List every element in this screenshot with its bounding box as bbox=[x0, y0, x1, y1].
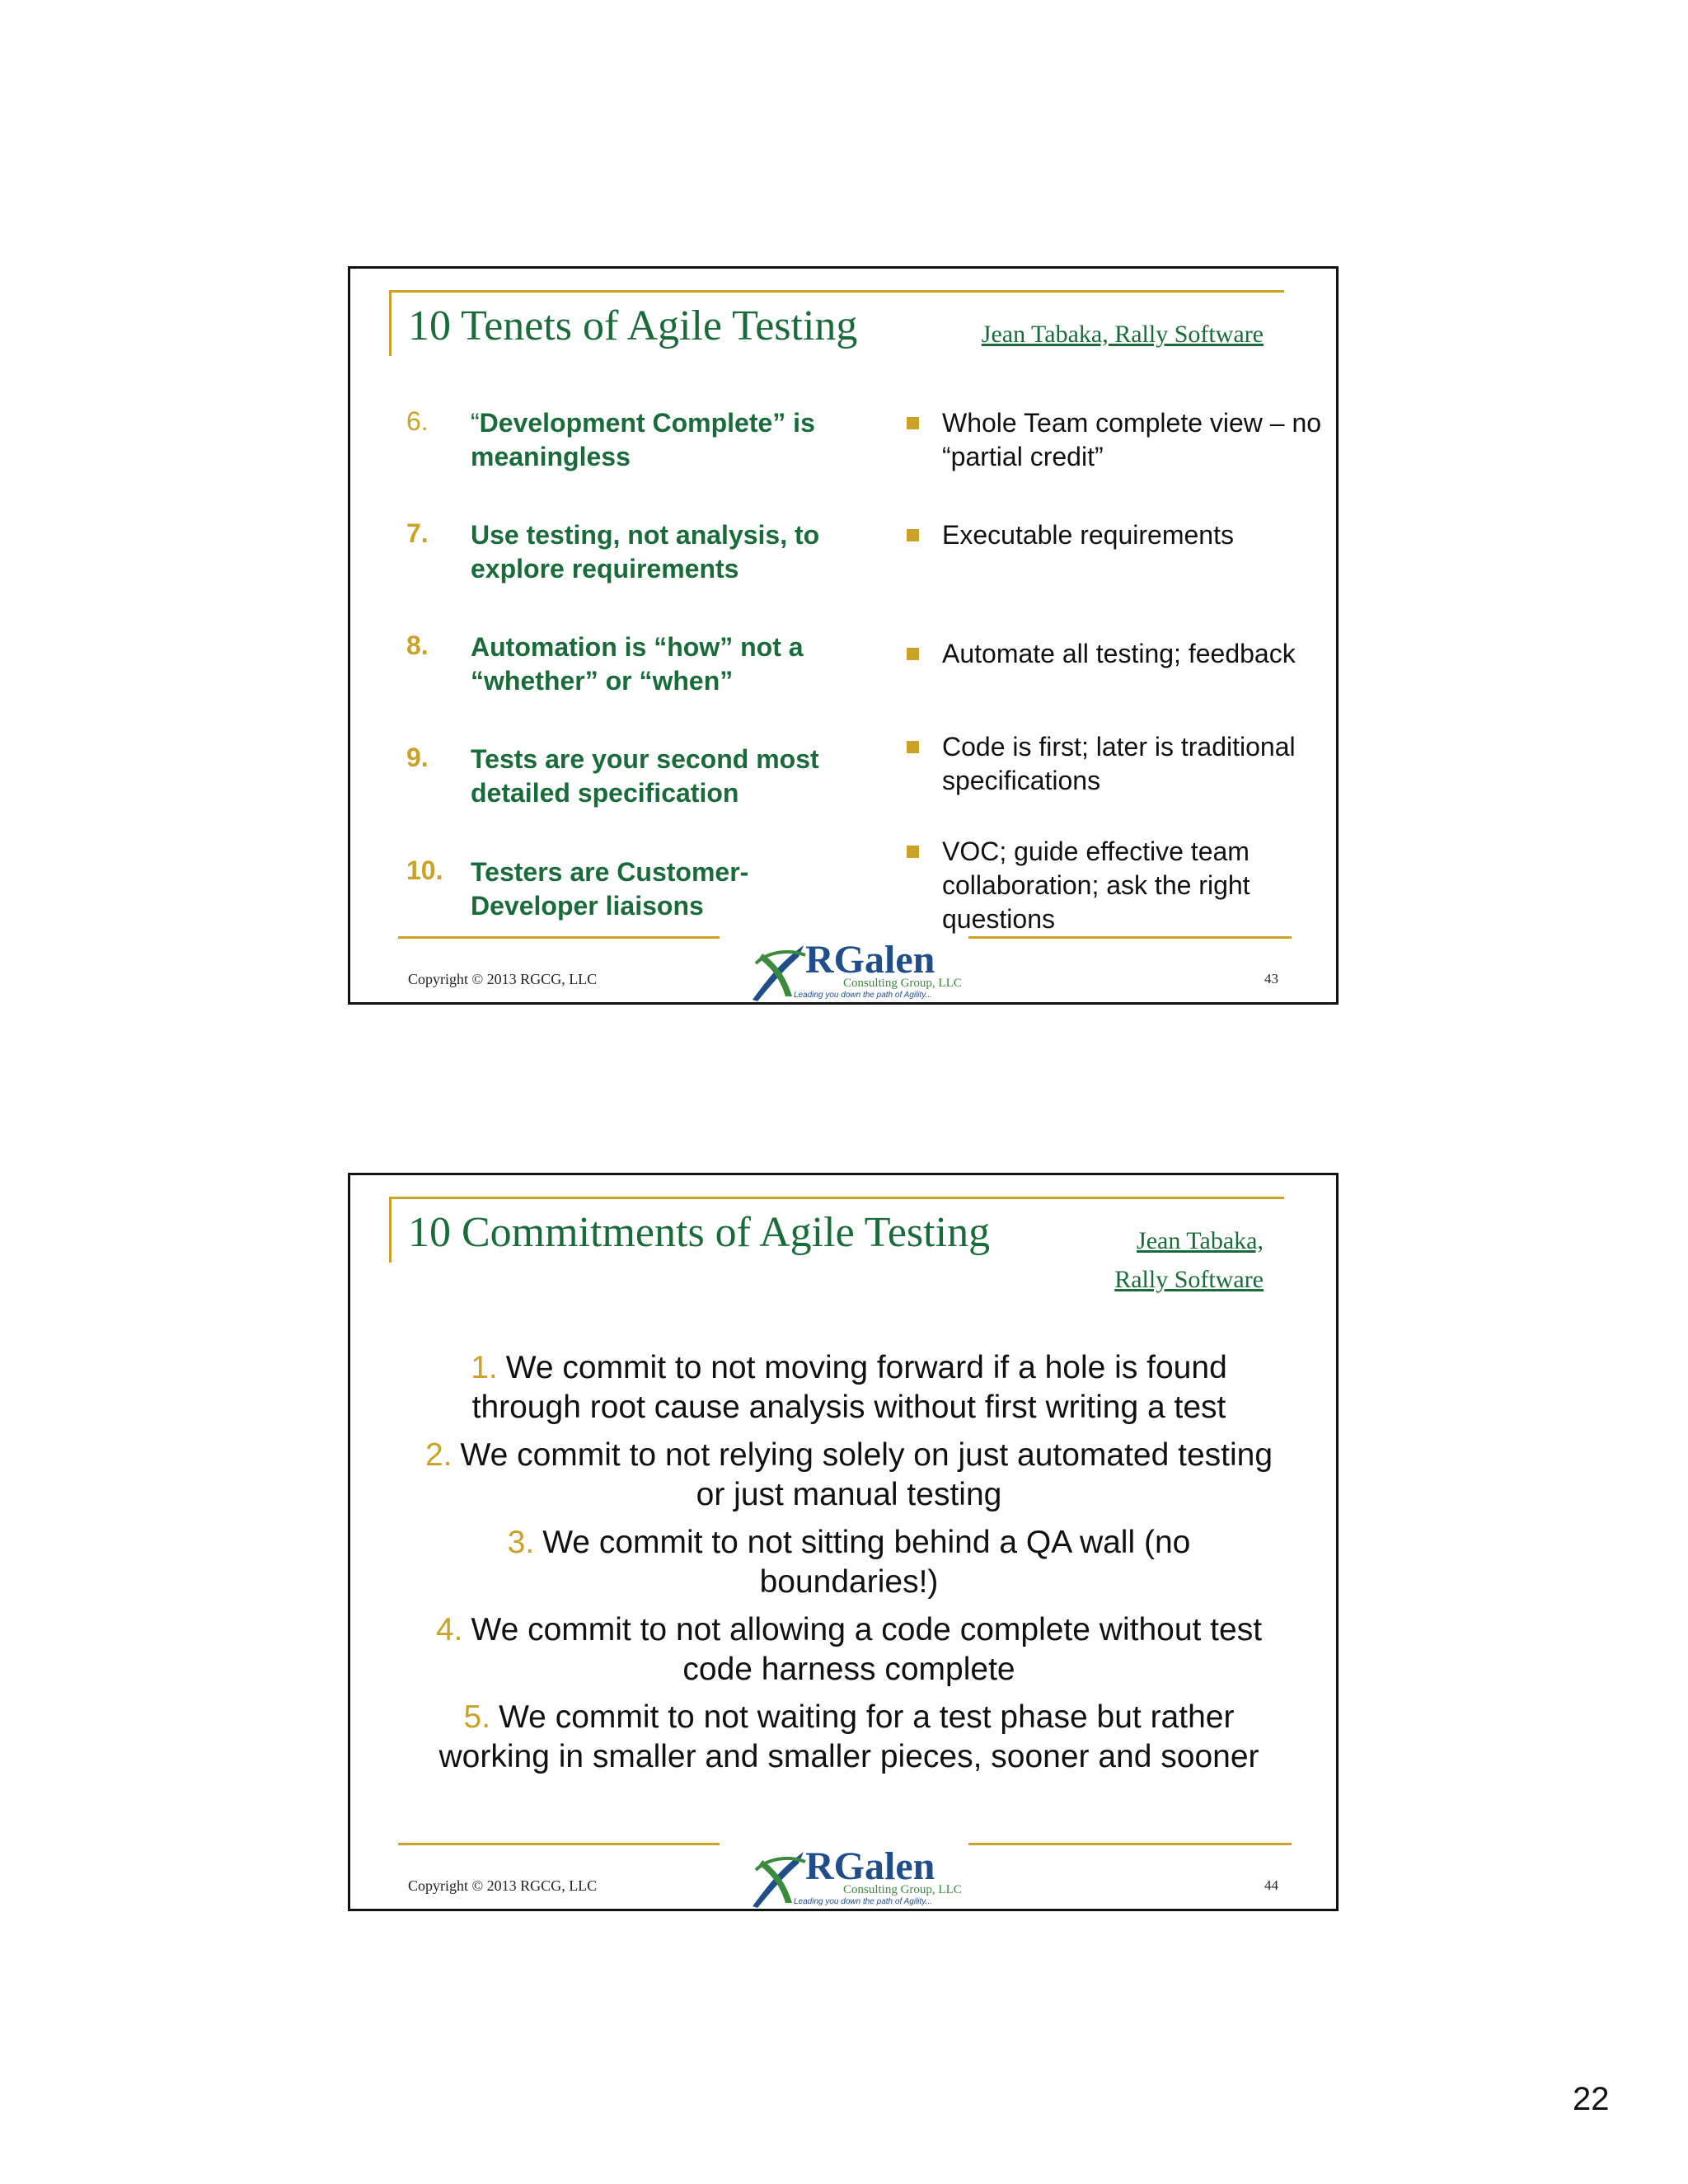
logo-name: RGalen bbox=[805, 938, 935, 982]
commit-number: 1. bbox=[471, 1350, 498, 1385]
commit-number: 4. bbox=[435, 1612, 463, 1647]
rgalen-logo bbox=[746, 1844, 962, 1911]
bullet-icon bbox=[907, 741, 919, 753]
tenet-note: Automate all testing; feedback bbox=[942, 639, 1296, 668]
tenet-number: 6. bbox=[406, 406, 429, 436]
copyright: Copyright © 2013 RGCG, LLC bbox=[408, 1877, 598, 1894]
title-rule bbox=[389, 1197, 1284, 1199]
attribution-text: Jean Tabaka, Rally Software bbox=[981, 321, 1264, 348]
attribution-line: Rally Software bbox=[1114, 1266, 1264, 1293]
attribution-line: Jean Tabaka, bbox=[1137, 1227, 1264, 1254]
commit-number: 2. bbox=[424, 1437, 452, 1473]
bullet-icon bbox=[907, 529, 919, 541]
commit-number: 3. bbox=[507, 1525, 535, 1560]
footer-rule bbox=[968, 936, 1292, 939]
list-item bbox=[424, 1610, 1273, 1690]
tenet-number: 10. bbox=[406, 855, 443, 885]
title-rule-vertical bbox=[389, 1197, 392, 1263]
tenet-note: Executable requirements bbox=[942, 520, 1234, 550]
rgalen-logo bbox=[746, 938, 962, 1005]
tenet-note: VOC; guide effective team collaboration; ask the right questions bbox=[942, 837, 1250, 934]
commitments-list bbox=[424, 1348, 1273, 1785]
list-item bbox=[424, 1436, 1273, 1515]
attribution bbox=[1114, 1221, 1264, 1299]
footer-rule bbox=[968, 1843, 1292, 1845]
copyright: Copyright © 2013 RGCG, LLC bbox=[408, 971, 598, 987]
commit-text: We commit to not relying solely on just automated testing or just manual testing bbox=[460, 1437, 1273, 1512]
tenet-number: 8. bbox=[406, 630, 429, 660]
commit-text: We commit to not sitting behind a QA wall (no boundaries!) bbox=[542, 1525, 1191, 1600]
tenet-note: Code is first; later is traditional specifications bbox=[942, 732, 1296, 795]
attribution bbox=[982, 315, 1264, 354]
tenet-text: Use testing, not analysis, to explore requirements bbox=[471, 520, 820, 583]
logo-subtitle: Consulting Group, LLC bbox=[843, 1883, 962, 1896]
tenet-text: Automation is “how” not a “whether” or “when” bbox=[471, 632, 804, 696]
slide-page-number: 43 bbox=[1264, 971, 1278, 987]
tenet-number: 9. bbox=[406, 743, 429, 772]
slide-title: 10 Commitments of Agile Testing bbox=[408, 1209, 991, 1256]
list-item bbox=[424, 1348, 1273, 1427]
footer-rule bbox=[398, 1843, 720, 1845]
title-rule bbox=[389, 290, 1284, 293]
tenet-text-body: Development Complete” is meaningless bbox=[471, 408, 815, 471]
bullet-icon bbox=[907, 648, 919, 660]
tenet-text: Tests are your second most detailed specification bbox=[471, 744, 819, 808]
title-rule-vertical bbox=[389, 290, 392, 356]
logo-tagline: Leading you down the path of Agility... bbox=[794, 1897, 932, 1906]
tenet-text bbox=[471, 406, 866, 474]
tenet-open-quote: “ bbox=[471, 408, 480, 438]
bullet-icon bbox=[907, 417, 919, 429]
commit-number: 5. bbox=[463, 1699, 491, 1735]
tenet-note: Whole Team complete view – no “partial credit” bbox=[942, 408, 1322, 471]
slide-title: 10 Tenets of Agile Testing bbox=[408, 302, 858, 349]
tenet-text: Testers are Customer-Developer liaisons bbox=[471, 857, 749, 921]
bullet-icon bbox=[907, 846, 919, 858]
slide-page-number: 44 bbox=[1264, 1877, 1278, 1893]
tenet-number: 7. bbox=[406, 518, 429, 548]
list-item bbox=[424, 1698, 1273, 1777]
slide-commitments bbox=[348, 1173, 1339, 1911]
document-page-number: 22 bbox=[1573, 2081, 1610, 2117]
logo-name: RGalen bbox=[805, 1844, 935, 1888]
logo-tagline: Leading you down the path of Agility... bbox=[794, 991, 932, 1000]
commit-text: We commit to not waiting for a test phase but rather working in smaller and smaller pieces, sooner and sooner bbox=[438, 1699, 1259, 1774]
footer-rule bbox=[398, 936, 720, 939]
slide-tenets bbox=[348, 266, 1339, 1005]
commit-text: We commit to not allowing a code complete without test code harness complete bbox=[471, 1612, 1263, 1687]
logo-subtitle: Consulting Group, LLC bbox=[843, 977, 962, 990]
list-item bbox=[424, 1523, 1273, 1602]
commit-text: We commit to not moving forward if a hole is found through root cause analysis without first writing a test bbox=[471, 1350, 1227, 1425]
